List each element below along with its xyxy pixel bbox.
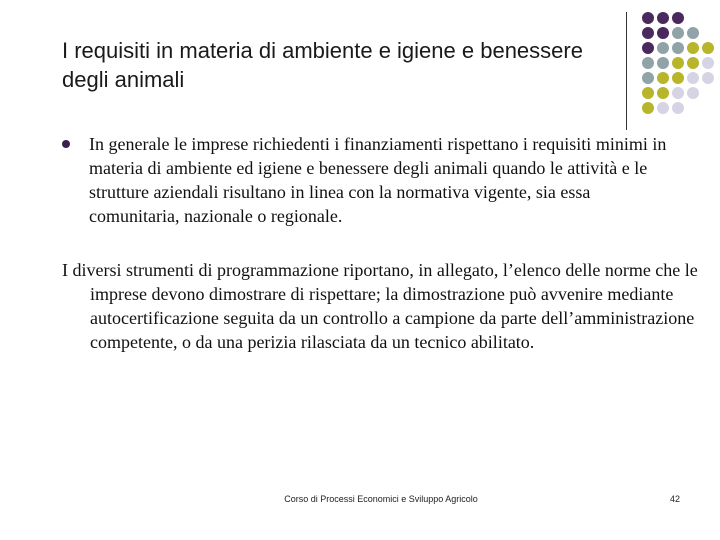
dot [642, 27, 654, 39]
dot [657, 57, 669, 69]
title-divider [626, 12, 627, 130]
dot [672, 72, 684, 84]
dot [657, 12, 669, 24]
dot [657, 102, 669, 114]
dot [672, 27, 684, 39]
dot [642, 87, 654, 99]
dot [672, 12, 684, 24]
dot [672, 57, 684, 69]
page-number: 42 [669, 494, 680, 504]
dot [642, 57, 654, 69]
dot [657, 27, 669, 39]
dot [687, 72, 699, 84]
footer-text: Corso di Processi Economici e Sviluppo Agricolo [284, 494, 478, 504]
dot [657, 42, 669, 54]
dot [687, 27, 699, 39]
dot [657, 72, 669, 84]
dot [642, 12, 654, 24]
dot [702, 72, 714, 84]
slide-title: I requisiti in materia di ambiente e igiene e benessere degli animali [62, 38, 583, 92]
dot [672, 102, 684, 114]
dot [687, 42, 699, 54]
dot [702, 57, 714, 69]
dot [687, 57, 699, 69]
dot [642, 72, 654, 84]
dot [687, 87, 699, 99]
dot [642, 42, 654, 54]
decorative-dot-grid [640, 10, 720, 120]
dot [702, 42, 714, 54]
dot [657, 87, 669, 99]
dot [672, 87, 684, 99]
bullet-dot-icon [62, 140, 70, 148]
dot [672, 42, 684, 54]
bullet-text: In generale le imprese richiedenti i finanziamenti rispettano i requisiti minimi in materia di ambiente ed igiene e benessere degli animali quando le attività e le strutture aziendali risultano in linea con la normativa vigente, sia essa comunitaria, nazionale o regionale. [89, 134, 667, 226]
dot [642, 102, 654, 114]
paragraph-text: I diversi strumenti di programmazione riportano, in allegato, l’elenco delle norme che le imprese devono dimostrare di rispettare; la dimostrazione può avvenire mediante autocertificazione seguita da un controllo a campione da parte dell’amministrazione competente, o da una perizia rilasciata da un tecnico abilitato. [62, 260, 698, 352]
